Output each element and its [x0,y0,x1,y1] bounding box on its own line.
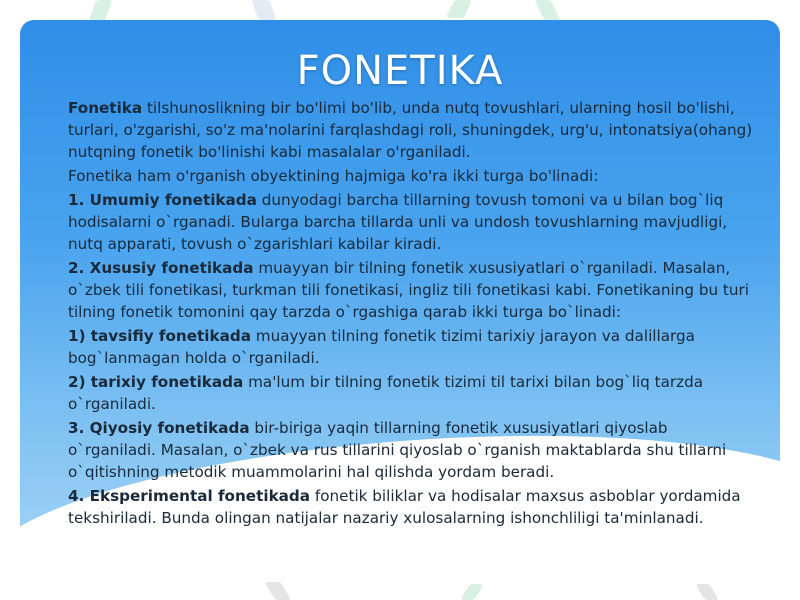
paragraph-bold: 2. Xususiy fonetikada [68,259,254,277]
watermark-stroke [446,0,472,18]
paragraph [68,485,758,529]
paragraph-bold: Fonetika [68,99,143,117]
paragraph [68,97,758,163]
paragraph-bold: 4. Eksperimental fonetikada [68,487,311,505]
slide-content [68,97,758,531]
paragraph-text: bir-biriga yaqin tillarning fonetik xususiyatlari qiyoslab o`rganiladi. Masalan, o`zbek va rus tillarini qiyoslab o`rganish maktablarda shu tillarni o`qitishning metodik muammolarini hal qilishda yordam beradi. [68,419,727,481]
paragraph-bold: 3. Qiyosiy fonetikada [68,419,250,437]
paragraph-bold: 1) tavsifiy fonetikada [68,327,251,345]
paragraph [68,371,758,415]
watermark-stroke [251,0,276,20]
slide-title: FONETIKA [296,48,504,94]
watermark-stroke [460,584,483,600]
watermark-stroke [265,582,291,600]
paragraph-text: tilshunoslikning bir bo'limi bo'lib, unda nutq tovushlari, ularning hosil bo'lishi, turlari, o'zgarishi, so'z ma'nolarini farqlashdagi roli, shuningdek, urg'u, intonatsiya(ohang) nutqning fonetik bo'linishi kabi masalalar o'rganiladi. [68,99,753,161]
paragraph [68,189,758,255]
paragraph-text: muayyan bir tilning fonetik xususiyatlari o`rganiladi. Masalan, o`zbek tili fonetikasi, turkman tili fonetikasi, ingliz tili fonetikasi kabi. Fonetikaning bu turi tilning fonetik tomonini qay tarzda o`rgashiga qarab ikki turga bo`linadi: [68,259,749,321]
paragraph [68,325,758,369]
paragraph [68,165,758,187]
paragraph-text: ma'lum bir tilning fonetik tizimi til tarixi bilan bog`liq tarzda o`rganiladi. [68,373,704,413]
paragraph [68,257,758,323]
paragraph-bold: 1. Umumiy fonetikada [68,191,257,209]
paragraph-text: fonetik biliklar va hodisalar maxsus asboblar yordamida tekshiriladi. Bunda olingan natijalar nazariy xulosalarning ishonchliligi ta'minlanadi. [68,487,741,527]
watermark-stroke [695,584,718,600]
paragraph-text: Fonetika ham o'rganish obyektining hajmiga ko'ra ikki turga bo'linadi: [68,167,599,185]
paragraph-bold: 2) tarixiy fonetikada [68,373,244,391]
paragraph [68,417,758,483]
paragraph-text: dunyodagi barcha tillarning tovush tomoni va u bilan bog`liq hodisalarni o`rganadi. Bularga barcha tillarda unli va undosh tovushlarning mavjudligi, nutq apparati, tovush o`zgarishlari kabilar kiradi. [68,191,728,253]
watermark-stroke [535,0,561,22]
paragraph-text: muayyan tilning fonetik tizimi tarixiy jarayon va dalillarga bog`lanmagan holda o`rganiladi. [68,327,695,367]
